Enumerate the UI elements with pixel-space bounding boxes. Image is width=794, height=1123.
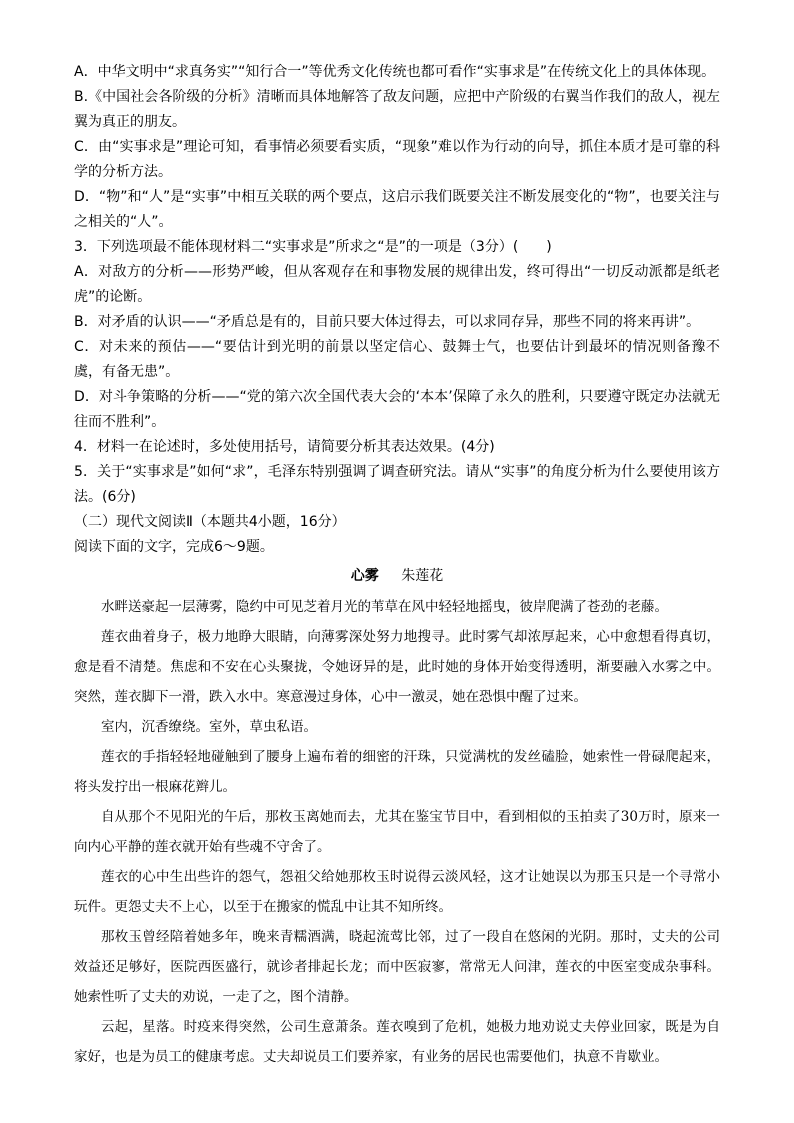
story-paragraph: 莲衣的手指轻轻地碰触到了腰身上遍布着的细密的汗珠，只觉满枕的发丝磕脸，她索性一骨碌爬起来，将头发拧出一根麻花辫儿。	[74, 749, 720, 795]
option-b-q3: B．对矛盾的认识——“矛盾总是有的，目前只要大体过得去，可以求同存异，那些不同的将来再讲”。	[74, 314, 701, 330]
section-instruction: 阅读下面的文字，完成6～9题。	[74, 539, 274, 555]
story-author: 朱莲花	[401, 568, 444, 584]
option-d-q2: D．“物”和“人”是“实事”中相互关联的两个要点，这启示我们既要关注不断发展变化的“物”，也要关注与之相关的“人”。	[74, 189, 720, 230]
question-3: 3．下列选项最不能体现材料二“实事求是”所求之“是”的一项是（3分）( )	[74, 239, 552, 255]
story-paragraph: 自从那个不见阳光的午后，那枚玉离她而去，尤其在鉴宝节目中，看到相似的玉拍卖了30万时，原来一向内心平静的莲衣就开始有些魂不守舍了。	[74, 809, 720, 855]
story-body	[74, 592, 720, 1072]
question-4: 4．材料一在论述时，多处使用括号，请简要分析其表达效果。(4分)	[74, 439, 495, 455]
option-d-q3: D．对斗争策略的分析——“党的第六次全国代表大会的‘本本’保障了永久的胜利，只要遵守既定办法就无往而不胜利”。	[74, 389, 720, 430]
option-a-q2: A．中华文明中“求真务实”“知行合一”等优秀文化传统也都可看作“实事求是”在传统文化上的具体体现。	[74, 64, 716, 80]
page-content	[74, 60, 720, 1072]
story-paragraph: 那枚玉曾经陪着她多年，晚来青糯酒满，晓起流莺比邻，过了一段自在悠闲的光阴。那时，丈夫的公司效益还足够好，医院西医盛行，就诊者排起长龙；而中医寂寥，常常无人问津，莲衣的中医室变成杂事科。她索性听了丈夫的劝说，一走了之，图个清静。	[74, 929, 720, 1005]
option-b-q2: B.《中国社会各阶级的分析》清晰而具体地解答了敌友问题，应把中产阶级的右翼当作我们的敌人，视左翼为真正的朋友。	[74, 89, 720, 130]
story-title-line	[74, 562, 720, 590]
story-paragraph: 云起，星落。时疫来得突然，公司生意萧条。莲衣嗅到了危机，她极力地劝说丈夫停业回家，既是为自家好，也是为员工的健康考虑。丈夫却说员工们要养家，有业务的居民也需要他们，执意不肯歇业。	[74, 1019, 720, 1065]
section-heading: （二）现代文阅读Ⅱ（本题共4小题，16分）	[74, 514, 346, 530]
option-c-q3: C．对未来的预估——“要估计到光明的前景以坚定信心、鼓舞士气，也要估计到最坏的情况则备豫不虞，有备无患”。	[74, 339, 720, 380]
option-a-q3: A．对敌方的分析——形势严峻，但从客观存在和事物发展的规律出发，终可得出“一切反动派都是纸老虎”的论断。	[74, 264, 720, 305]
story-paragraph: 水畔送豪起一层薄雾，隐约中可见芝着月光的苇草在风中轻轻地摇曳，彼岸爬满了苍劲的老藤。	[101, 599, 668, 615]
option-c-q2: C．由“实事求是”理论可知，看事情必须要看实质，“现象”难以作为行动的向导，抓住本质才是可靠的科学的分析方法。	[74, 139, 720, 180]
story-paragraph: 室内，沉香缭绕。室外，草虫私语。	[101, 719, 317, 735]
question-5: 5．关于“实事求是”如何“求”，毛泽东特别强调了调查研究法。请从“实事”的角度分析为什么要使用该方法。(6分)	[74, 464, 720, 505]
story-title: 心雾	[350, 568, 379, 584]
story-paragraph: 莲衣曲着身子，极力地睁大眼睛，向薄雾深处努力地搜寻。此时雾气却浓厚起来，心中愈想看得真切，愈是看不清楚。焦虑和不安在心头聚拢，令她讶异的是，此时她的身体开始变得透明，渐要融入水雾之中。突然，莲衣脚下一滑，跌入水中。寒意漫过身体，心中一激灵，她在恐惧中醒了过来。	[74, 629, 720, 705]
story-paragraph: 莲衣的心中生出些许的怨气，怨祖父给她那枚玉时说得云淡风轻，这才让她误以为那玉只是一个寻常小玩件。更怨丈夫不上心，以至于在搬家的慌乱中让其不知所终。	[74, 869, 720, 915]
